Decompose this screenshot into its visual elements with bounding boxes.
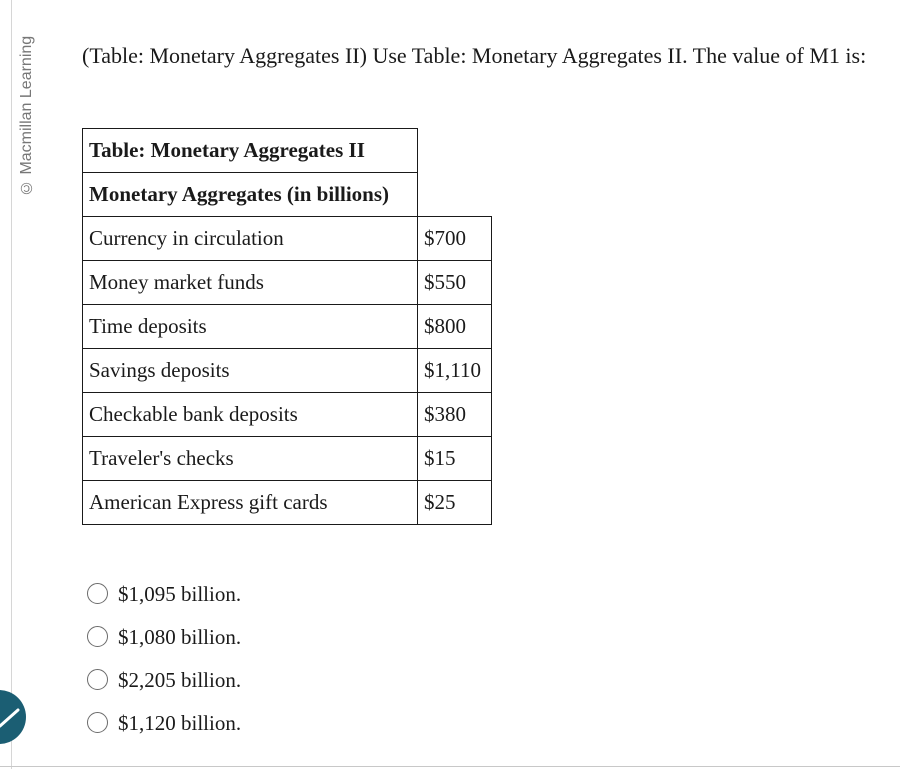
radio-button[interactable]	[87, 712, 108, 733]
table-row	[83, 481, 492, 525]
answer-choice-label: $2,205 billion.	[118, 667, 242, 692]
table-title-row	[83, 129, 492, 173]
table-row	[83, 261, 492, 305]
table-row	[83, 349, 492, 393]
table-row	[83, 217, 492, 261]
answer-choice-label: $1,080 billion.	[118, 624, 242, 649]
table-row	[83, 393, 492, 437]
bottom-divider	[0, 766, 900, 767]
answer-choice-3[interactable]	[87, 658, 241, 701]
answer-choice-1[interactable]	[87, 572, 241, 615]
row-value: $380	[418, 393, 492, 437]
table-subtitle-row	[83, 173, 492, 217]
checkmark-icon	[0, 708, 20, 728]
row-value: $15	[418, 437, 492, 481]
radio-button[interactable]	[87, 626, 108, 647]
row-label: Time deposits	[83, 305, 418, 349]
answer-choices	[87, 572, 241, 744]
table-subtitle: Monetary Aggregates (in billions)	[83, 173, 418, 217]
table-row	[83, 437, 492, 481]
row-value: $25	[418, 481, 492, 525]
question-text: (Table: Monetary Aggregates II) Use Table: Monetary Aggregates II. The value of M1 is:	[82, 43, 867, 68]
row-value: $1,110	[418, 349, 492, 393]
row-value: $700	[418, 217, 492, 261]
left-strip	[0, 0, 12, 769]
row-label: Traveler's checks	[83, 437, 418, 481]
answer-choice-2[interactable]	[87, 615, 241, 658]
row-label: Money market funds	[83, 261, 418, 305]
row-value: $800	[418, 305, 492, 349]
radio-button[interactable]	[87, 583, 108, 604]
row-label: Savings deposits	[83, 349, 418, 393]
checkmark-badge[interactable]	[0, 690, 26, 744]
row-label: American Express gift cards	[83, 481, 418, 525]
answer-choice-label: $1,095 billion.	[118, 581, 242, 606]
row-label: Currency in circulation	[83, 217, 418, 261]
monetary-aggregates-table	[82, 128, 492, 525]
copyright-label: © Macmillan Learning	[18, 35, 35, 196]
table-title: Table: Monetary Aggregates II	[83, 129, 418, 173]
row-value: $550	[418, 261, 492, 305]
answer-choice-label: $1,120 billion.	[118, 710, 242, 735]
table-row	[83, 305, 492, 349]
answer-choice-4[interactable]	[87, 701, 241, 744]
radio-button[interactable]	[87, 669, 108, 690]
table-title-spacer	[418, 129, 492, 173]
table-subtitle-spacer	[418, 173, 492, 217]
row-label: Checkable bank deposits	[83, 393, 418, 437]
